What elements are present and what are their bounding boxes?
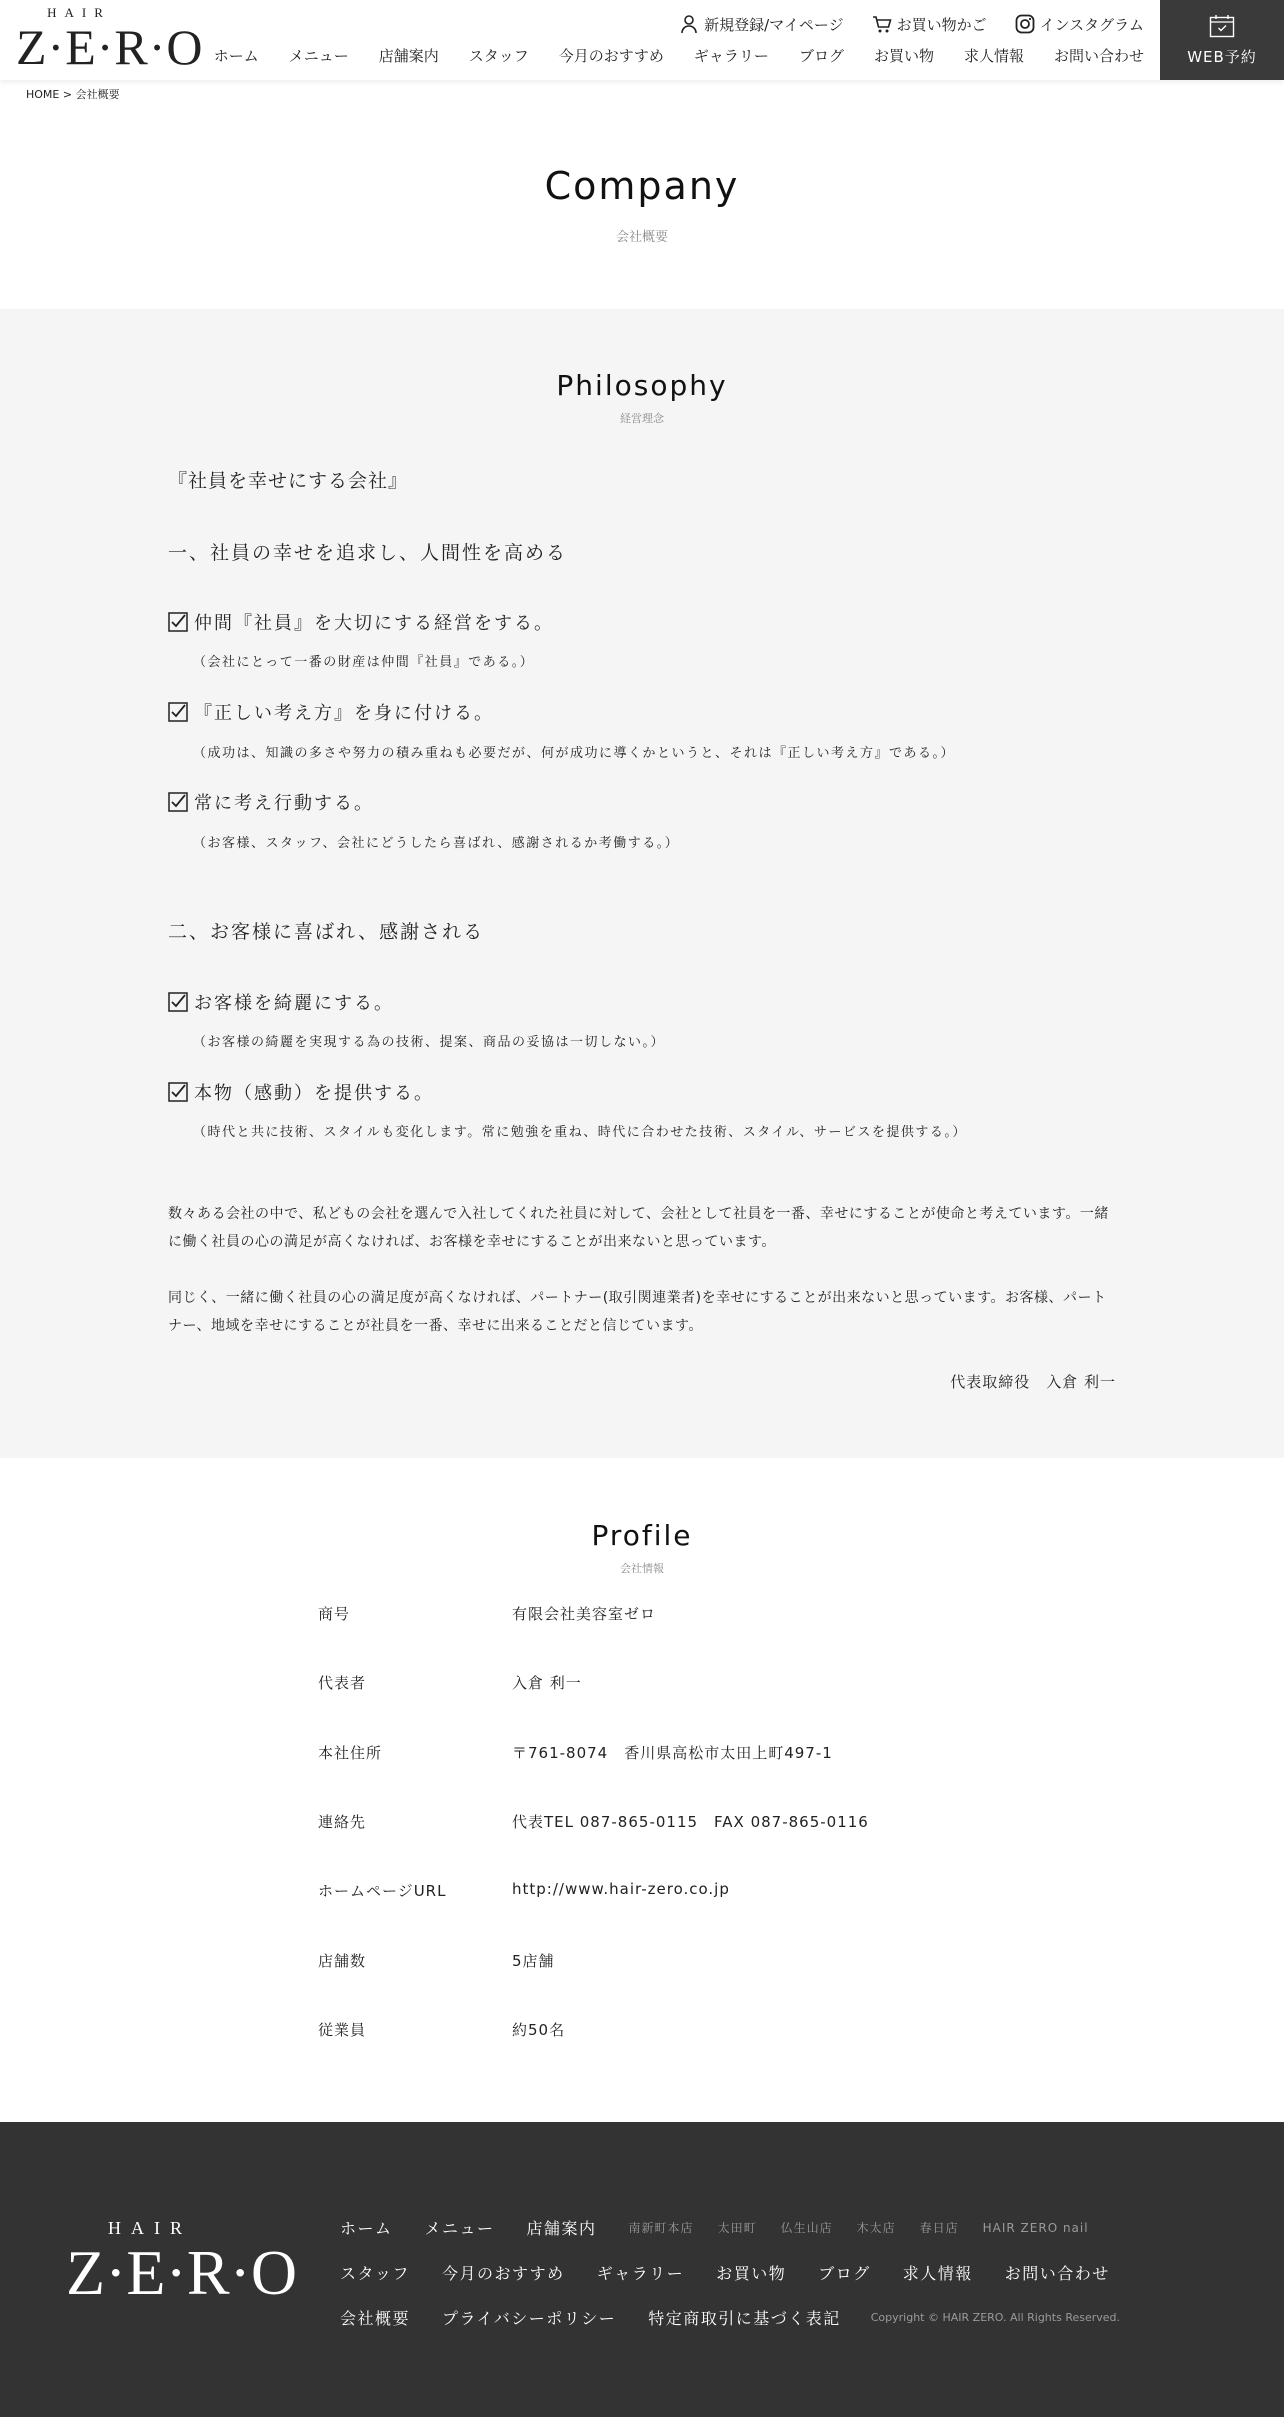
philosophy-item-text: 『正しい考え方』を身に付ける。 [194, 703, 494, 724]
philosophy-item [168, 1079, 434, 1105]
philosophy-item-note: （お客様、スタッフ、会社にどうしたら喜ばれ、感謝されるか考働する。） [193, 836, 680, 851]
footer-logo[interactable] [66, 2218, 298, 2308]
footer-store-link[interactable]: 仏生山店 [780, 2221, 833, 2235]
profile-key: 本社住所 [318, 1744, 383, 1762]
footer-link-home[interactable]: ホーム [340, 2219, 393, 2238]
mypage-link[interactable] [679, 14, 843, 35]
philosophy-item-note: （成功は、知識の多さや努力の積み重ねも必要だが、何が成功に導くかというと、それは『正しい考え方』である。） [193, 746, 956, 761]
philosophy-item [168, 699, 494, 725]
nav-shopping[interactable]: お買い物 [873, 47, 934, 65]
copyright: Copyright © HAIR ZERO. All Rights Reserved. [870, 2311, 1121, 2324]
footer-logo-main: Z·E·R·O [66, 2237, 298, 2308]
profile-row [318, 1880, 1118, 1901]
cart-icon [872, 14, 892, 34]
profile-row [318, 1811, 1118, 1832]
nav-recommend[interactable]: 今月のおすすめ [558, 47, 664, 65]
footer-link-recruit[interactable]: 求人情報 [902, 2264, 973, 2283]
profile-key: 代表者 [318, 1674, 367, 1692]
nav-staff[interactable]: スタッフ [468, 47, 529, 65]
page-title: Company [544, 164, 740, 208]
signature: 代表取締役 入倉 利一 [950, 1373, 1116, 1391]
philosophy-item [168, 609, 554, 635]
nav-blog[interactable]: ブログ [798, 47, 844, 65]
philosophy-subtitle: 経営理念 [620, 412, 664, 425]
nav-home[interactable]: ホーム [213, 47, 259, 65]
philosophy-title: Philosophy [556, 369, 728, 402]
philosophy-item-text: お客様を綺麗にする。 [194, 993, 394, 1014]
profile-row [318, 1950, 1118, 1971]
philosophy-item-text: 本物（感動）を提供する。 [194, 1083, 434, 1104]
profile-subtitle: 会社情報 [620, 1562, 664, 1575]
logo-small-text: HAIR [47, 5, 111, 20]
site-footer [0, 2122, 1284, 2417]
profile-value[interactable]: http://www.hair-zero.co.jp [512, 1880, 730, 1898]
philosophy-section [0, 309, 1284, 1458]
utility-links [679, 12, 1144, 36]
footer-link-contact[interactable]: お問い合わせ [1004, 2264, 1110, 2283]
main-nav [214, 45, 1144, 66]
web-reservation-button[interactable] [1160, 0, 1284, 80]
profile-key: 連絡先 [318, 1813, 367, 1831]
philosophy-item [168, 789, 374, 815]
profile-key: 商号 [318, 1605, 351, 1623]
profile-row [318, 1672, 1118, 1693]
instagram-label: インスタグラム [1039, 15, 1144, 34]
philosophy-item-note: （会社にとって一番の財産は仲間『社員』である。） [193, 655, 535, 670]
profile-value: 有限会社美容室ゼロ [512, 1605, 657, 1623]
footer-store-link[interactable]: 春日店 [919, 2221, 959, 2235]
footer-store-link[interactable]: 太田町 [717, 2221, 757, 2235]
checkbox-icon [168, 992, 188, 1012]
profile-value: 5店舗 [512, 1952, 555, 1970]
profile-row [318, 1603, 1118, 1624]
logo-main-text: Z·E·R·O [16, 19, 204, 75]
nav-contact[interactable]: お問い合わせ [1053, 47, 1144, 65]
profile-row [318, 2019, 1118, 2040]
checkbox-icon [168, 792, 188, 812]
footer-link-privacy[interactable]: プライバシーポリシー [442, 2309, 617, 2328]
philosophy-item-note: （お客様の綺麗を実現する為の技術、提案、商品の妥協は一切しない。） [193, 1035, 666, 1050]
footer-logo-small: HAIR [108, 2218, 192, 2238]
philosophy-paragraph-2: 同じく、一緒に働く社員の心の満足度が高くなければ、パートナー(取引関連業者)を幸せにすることが出来ないと思っています。お客様、パートナー、地域を幸せにすることが社員を一番、幸せに出来ることだと信じています。 [168, 1290, 1107, 1334]
web-reservation-label: WEB予約 [1187, 47, 1257, 66]
checkbox-icon [168, 612, 188, 632]
instagram-icon [1015, 14, 1035, 34]
footer-link-recommend[interactable]: 今月のおすすめ [442, 2264, 565, 2283]
footer-link-stores[interactable]: 店舗案内 [526, 2219, 597, 2238]
profile-value: 入倉 利一 [512, 1674, 582, 1692]
checkbox-icon [168, 702, 188, 722]
philosophy-item [168, 989, 394, 1015]
cart-label: お買い物かご [896, 15, 987, 34]
philosophy-item-text: 常に考え行動する。 [194, 793, 374, 814]
footer-store-link[interactable]: 南新町本店 [628, 2221, 694, 2235]
footer-store-link[interactable]: 木太店 [856, 2221, 896, 2235]
footer-link-staff[interactable]: スタッフ [340, 2264, 411, 2283]
profile-row [318, 1742, 1118, 1763]
motto: 『社員を幸せにする会社』 [168, 470, 409, 492]
breadcrumb[interactable]: HOME > 会社概要 [26, 88, 120, 101]
instagram-link[interactable] [1015, 14, 1144, 35]
footer-link-tokutei[interactable]: 特定商取引に基づく表記 [648, 2309, 841, 2328]
checkbox-icon [168, 1082, 188, 1102]
mypage-label: 新規登録/マイページ [704, 15, 844, 34]
footer-nav-row-2 [340, 2261, 1142, 2284]
footer-link-blog[interactable]: ブログ [818, 2264, 871, 2283]
site-header [0, 0, 1284, 80]
philosophy-item-text: 仲間『社員』を大切にする経営をする。 [194, 613, 554, 634]
philosophy-heading-1: 一、社員の幸せを追求し、人間性を高める [168, 542, 568, 564]
profile-value: 〒761-8074 香川県高松市太田上町497-1 [512, 1744, 833, 1762]
footer-link-shopping[interactable]: お買い物 [716, 2264, 787, 2283]
cart-link[interactable] [872, 14, 987, 35]
profile-title: Profile [591, 1519, 693, 1552]
philosophy-item-note: （時代と共に技術、スタイルも変化します。常に勉強を重ね、時代に合わせた技術、スタイル、サービスを提供する。） [193, 1125, 967, 1140]
philosophy-heading-2: 二、お客様に喜ばれ、感謝される [168, 921, 485, 943]
nav-stores[interactable]: 店舗案内 [378, 47, 439, 65]
profile-key: 店舗数 [318, 1952, 367, 1970]
nav-recruit[interactable]: 求人情報 [963, 47, 1024, 65]
footer-nav-row-3 [340, 2306, 1120, 2329]
nav-gallery[interactable]: ギャラリー [693, 47, 769, 65]
footer-store-link[interactable]: HAIR ZERO nail [982, 2220, 1089, 2235]
profile-value: 約50名 [512, 2021, 566, 2039]
profile-key: 従業員 [318, 2021, 367, 2039]
footer-link-menu[interactable]: メニュー [424, 2219, 495, 2238]
user-icon [679, 14, 699, 34]
profile-value: 代表TEL 087-865-0115 FAX 087-865-0116 [512, 1813, 869, 1831]
page-subtitle: 会社概要 [615, 230, 668, 245]
calendar-icon [1209, 14, 1235, 38]
philosophy-paragraph-1: 数々ある会社の中で、私どもの会社を選んで入社してくれた社員に対して、会社として社員を一番、幸せにすることが使命と考えています。一緒に働く社員の心の満足が高くなければ、お客様を幸せにすることが出来ないと思っています。 [168, 1206, 1109, 1250]
footer-link-company[interactable]: 会社概要 [340, 2309, 411, 2328]
nav-menu[interactable]: メニュー [288, 47, 349, 65]
footer-link-gallery[interactable]: ギャラリー [596, 2264, 685, 2283]
footer-nav-row-1 [340, 2216, 1113, 2239]
profile-key: ホームページURL [318, 1882, 447, 1900]
site-logo[interactable] [16, 5, 204, 76]
